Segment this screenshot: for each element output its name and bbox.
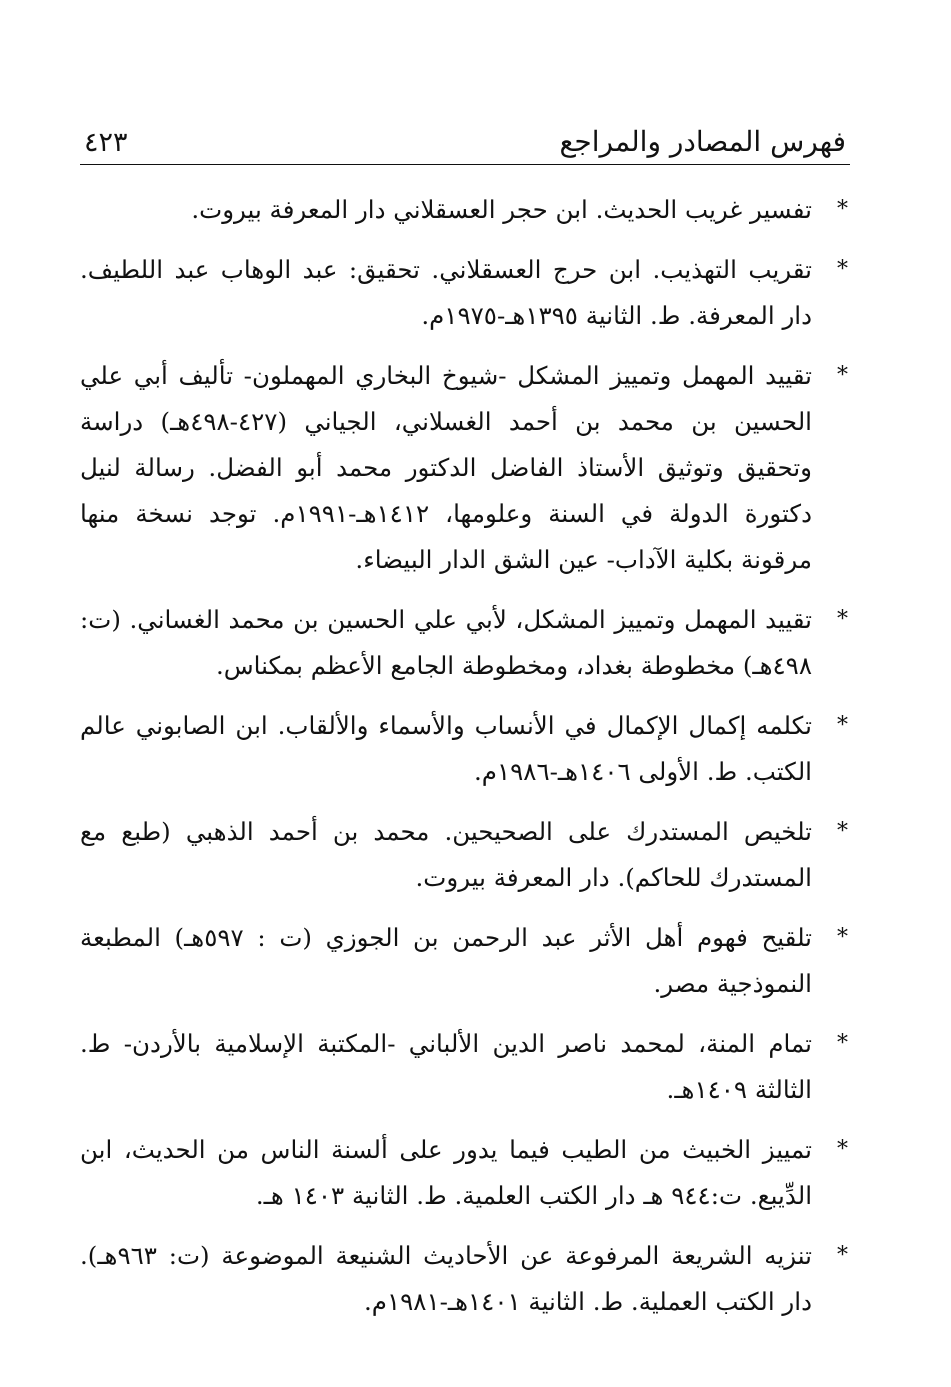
bullet-icon: * [837,1031,848,1056]
entry-text: تكلمه إكمال الإكمال في الأنساب والأسماء والألقاب. ابن الصابوني عالم الكتب. ط. الأولى ١٤٠٦هـ-١٩٨٦م. [80,711,812,786]
entry-text: تنزيه الشريعة المرفوعة عن الأحاديث الشنيعة الموضوعة (ت: ٩٦٣هـ). دار الكتب العملية. ط. الثانية ١٤٠١هـ-١٩٨١م. [80,1241,812,1316]
bullet-icon: * [837,1243,848,1268]
bibliography-entry [80,1021,850,1113]
bullet-icon: * [837,819,848,844]
bullet-icon: * [837,713,848,738]
bullet-icon: * [837,197,848,222]
entry-text: تمام المنة، لمحمد ناصر الدين الألباني -المكتبة الإسلامية بالأردن- ط. الثالثة ١٤٠٩هـ. [80,1029,812,1104]
entry-text: تلخيص المستدرك على الصحيحين. محمد بن أحمد الذهبي (طبع مع المستدرك للحاكم). دار المعرفة بيروت. [80,817,812,892]
bibliography-entry [80,1233,850,1325]
bibliography-entry [80,247,850,339]
book-page [80,108,850,1338]
page-number: ٤٢٣ [84,127,128,158]
bullet-icon: * [837,925,848,950]
header-title: فهرس المصادر والمراجع [559,125,846,158]
bibliography-entry [80,1127,850,1219]
bibliography-entry [80,703,850,795]
entry-text: تمييز الخبيث من الطيب فيما يدور على ألسنة الناس من الحديث، ابن الدِّيبع. ت:٩٤٤ هـ دار الكتب العلمية. ط. الثانية ١٤٠٣ هـ. [80,1135,812,1210]
bibliography-entry [80,187,850,233]
bullet-icon: * [837,607,848,632]
bibliography-entry [80,915,850,1007]
bibliography-entry [80,353,850,583]
entry-text: تقريب التهذيب. ابن حرج العسقلاني. تحقيق: عبد الوهاب عبد اللطيف. دار المعرفة. ط. الثانية ١٣٩٥هـ-١٩٧٥م. [80,255,812,330]
bibliography-entry [80,597,850,689]
running-header [80,108,850,165]
bullet-icon: * [837,1137,848,1162]
bibliography-entry [80,809,850,901]
entry-text: تلقيح فهوم أهل الأثر عبد الرحمن بن الجوزي (ت : ٥٩٧هـ) المطبعة النموذجية مصر. [80,923,812,998]
entry-text: تقييد المهمل وتمييز المشكل، لأبي علي الحسين بن محمد الغساني. (ت: ٤٩٨هـ) مخطوطة بغداد، ومخطوطة الجامع الأعظم بمكناس. [80,605,812,680]
entry-text: تفسير غريب الحديث. ابن حجر العسقلاني دار المعرفة بيروت. [191,195,812,224]
entry-text: تقييد المهمل وتمييز المشكل -شيوخ البخاري المهملون- تأليف أبي علي الحسين بن محمد بن أحمد الغسلاني، الجياني (٤٢٧-٤٩٨هـ) دراسة وتحقيق وتوثيق الأستاذ الفاضل الدكتور محمد أبو الفضل. رسالة لنيل دكتورة الدولة في السنة وعلومها، ١٤١٢هـ-١٩٩١م. توجد نسخة منها مرقونة بكلية الآداب- عين الشق الدار البيضاء. [80,361,812,574]
bibliography-list [80,187,850,1325]
bullet-icon: * [837,257,848,282]
bullet-icon: * [837,363,848,388]
